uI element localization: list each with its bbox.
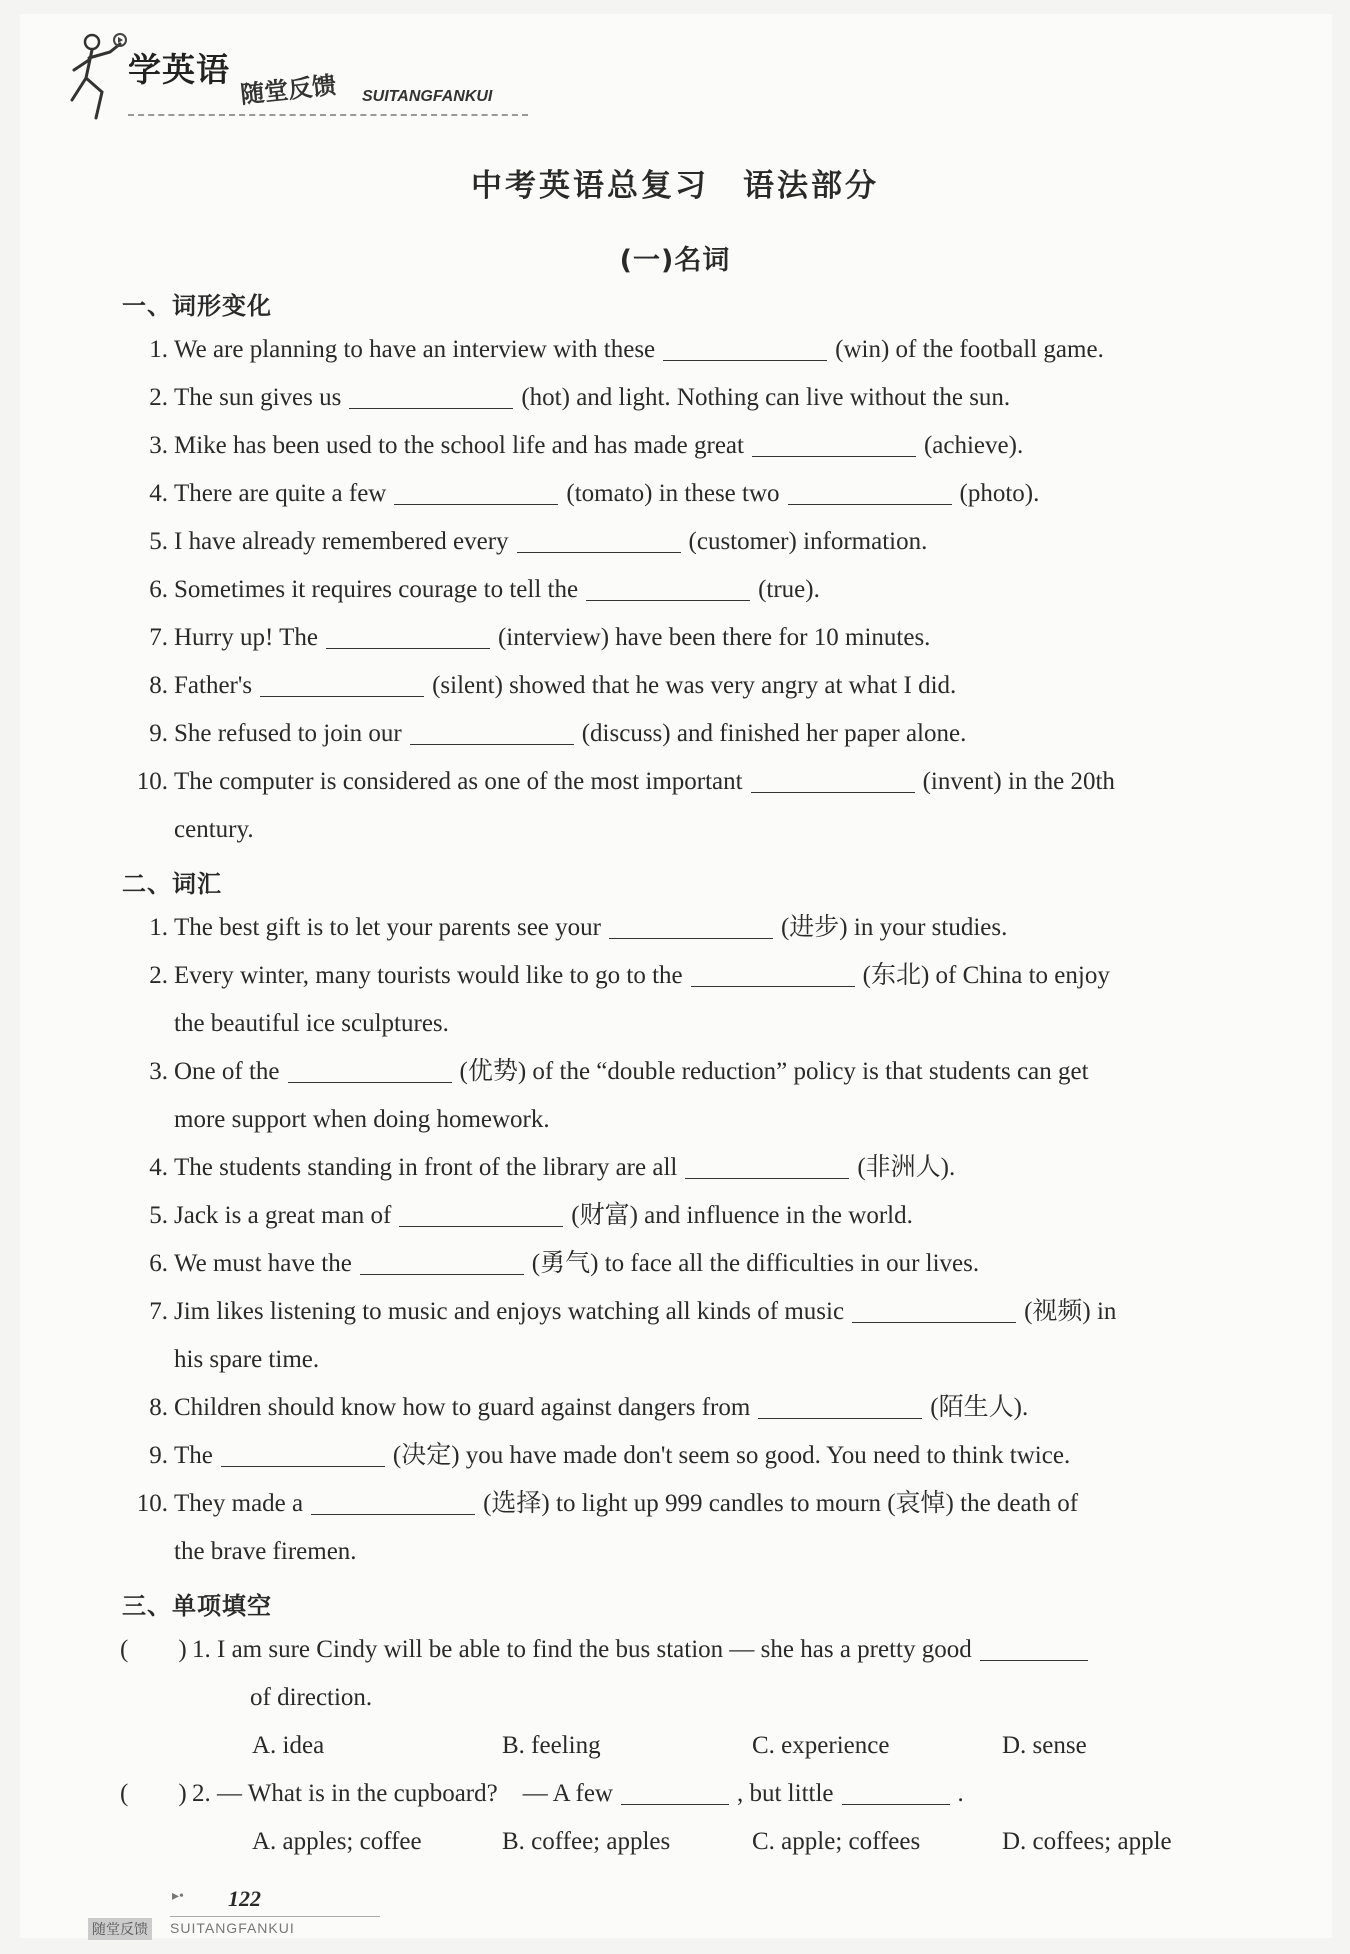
answer-blank[interactable]: [663, 334, 827, 361]
answer-blank[interactable]: [758, 1392, 922, 1419]
answer-blank[interactable]: [842, 1778, 950, 1805]
question-2-6: 6. We must have the (勇气) to face all the difficulties in our lives.: [149, 1250, 980, 1277]
choice-c[interactable]: C. experience: [752, 1732, 890, 1759]
page-subtitle: (一)名词: [619, 245, 731, 276]
mc-choices-1: [252, 1732, 1252, 1760]
header-subtitle-en: SUITANGFANKUI: [362, 88, 493, 105]
mc-choices-2: [252, 1828, 1252, 1856]
question-2-4: 4. The students standing in front of the library are all (非洲人).: [149, 1154, 956, 1181]
page-title: 中考英语总复习 语法部分: [471, 168, 879, 204]
footer-tag: 随堂反馈: [88, 1918, 152, 1940]
choice-a[interactable]: A. idea: [252, 1732, 325, 1759]
answer-blank[interactable]: [852, 1296, 1016, 1323]
question-1-2: 2. The sun gives us (hot) and light. Nothing can live without the sun.: [149, 384, 1011, 411]
question-2-10: 10. They made a (选择) to light up 999 candles to mourn (哀悼) the death of the brave firemen.: [136, 1490, 1079, 1565]
page-number: 122: [228, 1886, 261, 1911]
footer-divider: [170, 1916, 380, 1917]
header-subtitle: 随堂反馈: [239, 71, 338, 109]
mc-question-2: ( ) 2. — What is in the cupboard? — A few , but little .: [120, 1770, 1265, 1818]
question-2-1: 1. The best gift is to let your parents see your (进步) in your studies.: [149, 914, 1008, 941]
answer-blank[interactable]: [221, 1440, 385, 1467]
answer-blank[interactable]: [517, 526, 681, 553]
mc-question-1: ( ) 1. I am sure Cindy will be able to find the bus station — she has a pretty good of direction.: [120, 1626, 1265, 1722]
answer-blank[interactable]: [260, 670, 424, 697]
section-heading-2: 二、词汇: [122, 870, 222, 898]
choice-d[interactable]: D. sense: [1002, 1732, 1087, 1759]
section-heading-1: 一、词形变化: [122, 292, 272, 320]
answer-blank[interactable]: [410, 718, 574, 745]
answer-blank[interactable]: [399, 1200, 563, 1227]
question-2-5: 5. Jack is a great man of (财富) and influence in the world.: [149, 1202, 913, 1229]
section-heading-3: 三、单项填空: [122, 1592, 272, 1620]
footer: [88, 1882, 308, 1940]
answer-blank[interactable]: [360, 1248, 524, 1275]
answer-paren[interactable]: ( ): [120, 1636, 187, 1663]
question-1-9: 9. She refused to join our (discuss) and finished her paper alone.: [149, 720, 967, 747]
choice-b[interactable]: B. feeling: [502, 1732, 601, 1759]
question-2-7: 7. Jim likes listening to music and enjoys watching all kinds of music (视频) in his spare time.: [149, 1298, 1117, 1373]
answer-blank[interactable]: [326, 622, 490, 649]
answer-blank[interactable]: [752, 430, 916, 457]
answer-blank[interactable]: [349, 382, 513, 409]
question-2-8: 8. Children should know how to guard against dangers from (陌生人).: [149, 1394, 1029, 1421]
question-2-9: 9. The (决定) you have made don't seem so good. You need to think twice.: [149, 1442, 1071, 1469]
arrow-icon: ▸•: [172, 1889, 184, 1904]
answer-blank[interactable]: [621, 1778, 729, 1805]
footer-tag-en: SUITANGFANKUI: [170, 1920, 295, 1936]
question-1-7: 7. Hurry up! The (interview) have been there for 10 minutes.: [149, 624, 931, 651]
runner-icon: [62, 30, 132, 125]
question-1-3: 3. Mike has been used to the school life and has made great (achieve).: [149, 432, 1024, 459]
question-1-1: 1. We are planning to have an interview with these (win) of the football game.: [149, 336, 1104, 363]
answer-blank[interactable]: [311, 1488, 475, 1515]
answer-blank[interactable]: [691, 960, 855, 987]
answer-blank[interactable]: [288, 1056, 452, 1083]
question-1-6: 6. Sometimes it requires courage to tell the (true).: [149, 576, 820, 603]
question-1-10: 10. The computer is considered as one of the most important (invent) in the 20th century.: [136, 768, 1115, 843]
answer-blank[interactable]: [751, 766, 915, 793]
question-2-3: 3. One of the (优势) of the “double reduction” policy is that students can get more support when doing homework.: [149, 1058, 1089, 1133]
answer-blank[interactable]: [609, 912, 773, 939]
answer-blank[interactable]: [394, 478, 558, 505]
header-divider: [128, 114, 528, 116]
question-1-5: 5. I have already remembered every (customer) information.: [149, 528, 928, 555]
answer-paren[interactable]: ( ): [120, 1780, 187, 1807]
question-2-2: 2. Every winter, many tourists would like to go to the (东北) of China to enjoy the beautiful ice sculptures.: [149, 962, 1110, 1037]
choice-b[interactable]: B. coffee; apples: [502, 1828, 671, 1855]
header-logo: [62, 30, 542, 130]
question-1-4: 4. There are quite a few (tomato) in these two (photo).: [149, 480, 1040, 507]
answer-blank[interactable]: [586, 574, 750, 601]
answer-blank[interactable]: [788, 478, 952, 505]
choice-c[interactable]: C. apple; coffees: [752, 1828, 921, 1855]
choice-d[interactable]: D. coffees; apple: [1002, 1828, 1172, 1855]
question-1-8: 8. Father's (silent) showed that he was very angry at what I did.: [149, 672, 957, 699]
choice-a[interactable]: A. apples; coffee: [252, 1828, 422, 1855]
answer-blank[interactable]: [980, 1634, 1088, 1661]
answer-blank[interactable]: [685, 1152, 849, 1179]
header-title: 学英语: [128, 50, 230, 89]
